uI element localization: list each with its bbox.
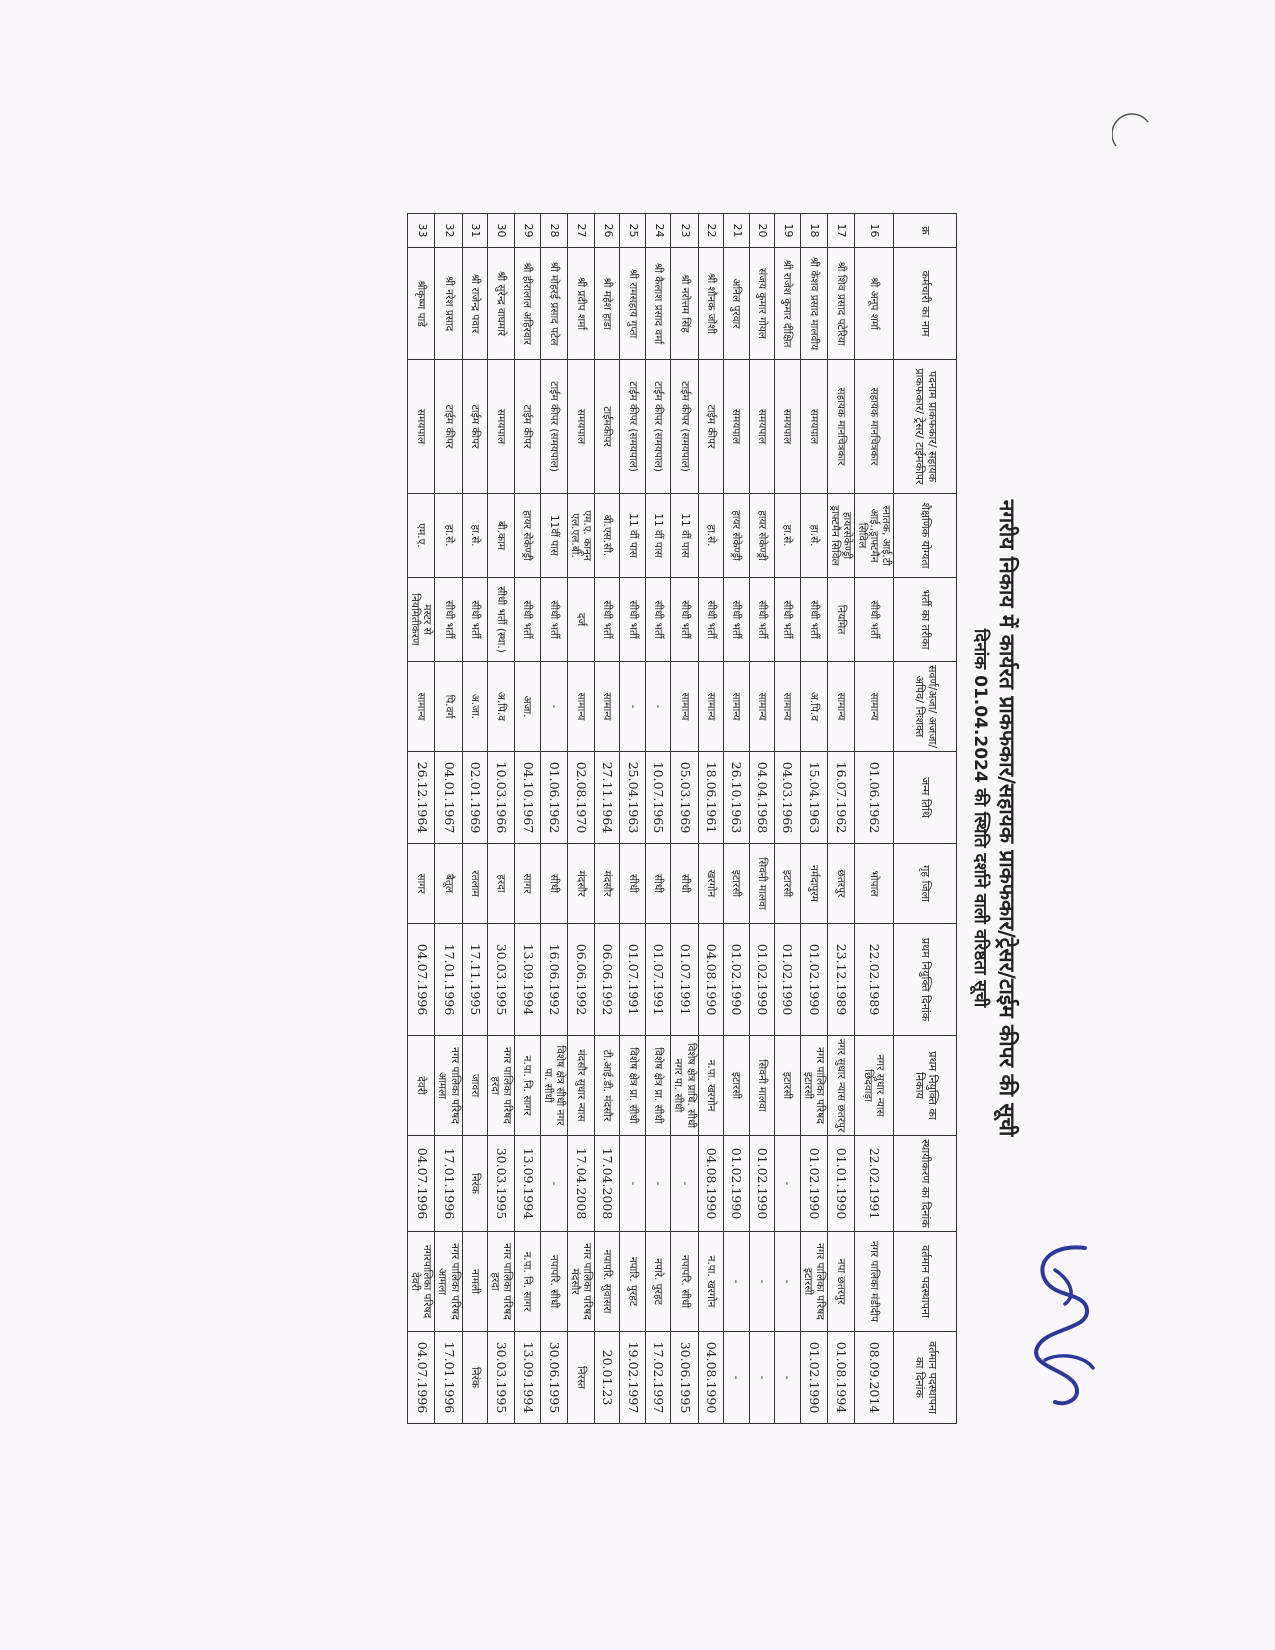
table-cell: 20.01.23 xyxy=(594,1332,620,1424)
table-cell: सामान्य xyxy=(827,662,854,752)
table-cell: छतरपुर xyxy=(827,844,854,924)
table-cell: विशेष क्षेत्र सीधी नगर पा. सीधी xyxy=(540,1036,567,1136)
table-cell: 26.12.1964 xyxy=(408,752,435,844)
table-cell: विशेष क्षेत्र प्रा. सीधी xyxy=(645,1036,671,1136)
table-cell: 01.02.1990 xyxy=(775,924,801,1036)
table-cell: दर्ज xyxy=(567,578,594,662)
table-cell: नगर सुधार न्यास छिंदवाड़ा xyxy=(854,1036,893,1136)
table-cell: 01.02.1990 xyxy=(749,1136,775,1232)
table-cell: 04.07.1996 xyxy=(408,1332,435,1424)
table-cell: 19 xyxy=(775,214,801,248)
table-cell: 17.02.1997 xyxy=(645,1332,671,1424)
table-cell: 10.03.1966 xyxy=(488,752,515,844)
title-line-1: नगरीय निकाय में कार्यरत प्राकफकार/सहायक प्राकफकार/ट्रेसर/टाईम कीपर की सूची xyxy=(995,499,1019,1137)
table-cell: रतलाम xyxy=(462,844,488,924)
table-row xyxy=(435,214,462,1424)
table-cell: श्री हीरालाल अहिरवार xyxy=(515,248,541,360)
table-cell: हा.से. xyxy=(800,494,827,578)
table-cell: 30.06.1995 xyxy=(540,1332,567,1424)
table-cell: टाईम कीपर (समयपाल) xyxy=(671,360,698,494)
table-cell: मस्टर से नियमितीकरण xyxy=(408,578,435,662)
table-cell: न.पा. नि. सागर xyxy=(515,1036,541,1136)
table-cell: सामान्य xyxy=(594,662,620,752)
table-cell: टाईमकीपर xyxy=(594,360,620,494)
table-cell: 04.10.1967 xyxy=(515,752,541,844)
table-cell: अजा. xyxy=(515,662,541,752)
column-header: स्थायीकरण का दिनांक xyxy=(894,1136,957,1232)
table-cell: 27.11.1964 xyxy=(594,752,620,844)
table-cell: 04.08.1990 xyxy=(698,924,724,1036)
table-cell: समयपाल xyxy=(724,360,750,494)
table-cell: - xyxy=(775,1332,801,1424)
table-cell: सामान्य xyxy=(408,662,435,752)
table-cell: श्री नरेश प्रसाद xyxy=(435,248,462,360)
table-cell: हा.से. xyxy=(698,494,724,578)
table-cell: 06.06.1992 xyxy=(594,924,620,1036)
table-row xyxy=(698,214,724,1424)
table-cell: हायर सेकेण्ड्री xyxy=(749,494,775,578)
table-cell: 30.03.1995 xyxy=(488,1332,515,1424)
table-cell: भोपाल xyxy=(854,844,893,924)
table-cell: 04.01.1967 xyxy=(435,752,462,844)
table-cell: 04.04.1968 xyxy=(749,752,775,844)
table-cell: 17.11.1995 xyxy=(462,924,488,1036)
table-cell: अ.जा. xyxy=(462,662,488,752)
table-cell: 01.07.1991 xyxy=(620,924,646,1036)
table-cell: श्री शौनक जोशी xyxy=(698,248,724,360)
table-cell: 01.07.1991 xyxy=(645,924,671,1036)
table-row xyxy=(775,214,801,1424)
table-cell: खरगोन xyxy=(698,844,724,924)
table-cell: नर्मदापुरम xyxy=(800,844,827,924)
table-cell: हा.से. xyxy=(775,494,801,578)
table-cell: सीधी xyxy=(540,844,567,924)
table-cell: सीधी भर्ती xyxy=(645,578,671,662)
punch-hole-mark xyxy=(1112,112,1152,152)
table-cell: न.पा. नि. सागर xyxy=(515,1232,541,1332)
table-cell: सामान्य xyxy=(724,662,750,752)
table-cell: नपा छतरपुर xyxy=(827,1232,854,1332)
table-cell: श्री राजेश कुमार दीक्षित xyxy=(775,248,801,360)
table-cell: नगरपालिका परिषद देवरी xyxy=(408,1232,435,1332)
table-cell: 13.09.1994 xyxy=(515,1332,541,1424)
table-cell: जावरा xyxy=(462,1036,488,1136)
table-row xyxy=(594,214,620,1424)
table-row xyxy=(800,214,827,1424)
column-header: पदनाम प्राकफकार/ सहायक प्राकफकार/ ट्रेसर/ टाईमकीपर xyxy=(894,360,957,494)
table-cell: विशेष क्षेत्र प्रा. सीधी xyxy=(620,1036,646,1136)
table-cell: सीधी भर्ती xyxy=(462,578,488,662)
table-cell: श्री नरोत्तम सिंह xyxy=(671,248,698,360)
table-cell: श्री शिव प्रसाद पटेरिया xyxy=(827,248,854,360)
table-cell: 17.01.1996 xyxy=(435,1332,462,1424)
table-row xyxy=(540,214,567,1424)
table-cell: 26 xyxy=(594,214,620,248)
table-cell: 32 xyxy=(435,214,462,248)
table-cell: इटारसी xyxy=(775,844,801,924)
table-cell: हा.से. xyxy=(462,494,488,578)
table-cell: 16.06.1992 xyxy=(540,924,567,1036)
table-cell: नियमित xyxy=(827,578,854,662)
table-cell: बी.एस.सी. xyxy=(594,494,620,578)
table-cell: न.पा. खरगोन xyxy=(698,1036,724,1136)
table-cell: 16.07.1962 xyxy=(827,752,854,844)
table-cell: 02.01.1969 xyxy=(462,752,488,844)
table-cell: अनिल पुरवार xyxy=(724,248,750,360)
table-cell: नपापरि. सीधी xyxy=(540,1232,567,1332)
table-cell: सीधी भर्ती xyxy=(594,578,620,662)
table-cell: टाईम कीपर xyxy=(435,360,462,494)
table-cell: 01.06.1962 xyxy=(540,752,567,844)
table-cell: श्री प्रदीप शर्मा xyxy=(567,248,594,360)
table-cell: - xyxy=(645,1136,671,1232)
table-cell: सीधी xyxy=(620,844,646,924)
table-cell: सीधी भर्ती xyxy=(698,578,724,662)
table-cell: पि.वर्ग xyxy=(435,662,462,752)
table-cell: टाईम कीपर xyxy=(698,360,724,494)
table-cell: 01.06.1962 xyxy=(854,752,893,844)
table-row xyxy=(671,214,698,1424)
table-cell: श्रीकृष्ण पाडे xyxy=(408,248,435,360)
table-cell: सामान्य xyxy=(671,662,698,752)
table-cell: 17.04.2008 xyxy=(594,1136,620,1232)
table-cell: नामली xyxy=(462,1232,488,1332)
table-cell: सीधी xyxy=(671,844,698,924)
table-cell: मंदसौर xyxy=(594,844,620,924)
table-cell: सामान्य xyxy=(775,662,801,752)
table-cell: 21 xyxy=(724,214,750,248)
table-cell: श्री महेश हाडा xyxy=(594,248,620,360)
column-header: प्रथम नियुक्ति का निकाय xyxy=(894,1036,957,1136)
table-cell: 16 xyxy=(854,214,893,248)
table-cell: सहायक मानचित्रकार xyxy=(854,360,893,494)
table-cell: स्नातक, आई.टी आई.,ड्राफ्टमैन सिविल xyxy=(854,494,893,578)
employee-table xyxy=(407,213,957,1424)
table-cell: 01.02.1990 xyxy=(724,924,750,1036)
table-cell: श्री मोहरई प्रसाद पटेल xyxy=(540,248,567,360)
table-cell: सामान्य xyxy=(749,662,775,752)
column-header: शैक्षणिक योग्यता xyxy=(894,494,957,578)
table-row xyxy=(645,214,671,1424)
table-row xyxy=(854,214,893,1424)
table-cell: 30.03.1995 xyxy=(488,1136,515,1232)
table-cell: सागर xyxy=(515,844,541,924)
table-cell: - xyxy=(749,1232,775,1332)
table-cell: 13.09.1994 xyxy=(515,1136,541,1232)
table-cell: एम.ए. कानून एल.एल.बी. xyxy=(567,494,594,578)
table-cell: 30 xyxy=(488,214,515,248)
table-cell: सामान्य xyxy=(854,662,893,752)
table-cell: 25.04.1963 xyxy=(620,752,646,844)
table-cell: मंदसौर सुधार न्यास xyxy=(567,1036,594,1136)
table-cell: विशेष क्षेत्र प्राधि. सीधी नगर पा. सीधी xyxy=(671,1036,698,1136)
column-header: क्र xyxy=(894,214,957,248)
table-cell: 06.06.1992 xyxy=(567,924,594,1036)
table-cell: श्री केशव प्रसाद मालवीय xyxy=(800,248,827,360)
table-cell: समयपाल xyxy=(488,360,515,494)
table-cell: नगर पालिका परिषद हरदा xyxy=(488,1232,515,1332)
table-cell: 02.08.1970 xyxy=(567,752,594,844)
table-cell: 28 xyxy=(540,214,567,248)
table-cell: 25 xyxy=(620,214,646,248)
table-cell: 17 xyxy=(827,214,854,248)
table-cell: टाईम कीपर (समयपाल) xyxy=(620,360,646,494)
table-cell: 11 वीं पास xyxy=(671,494,698,578)
table-cell: - xyxy=(620,1136,646,1232)
table-cell: 05.03.1969 xyxy=(671,752,698,844)
table-cell: 30.06.1995 xyxy=(671,1332,698,1424)
table-cell: सीधी भर्ती xyxy=(800,578,827,662)
table-cell: - xyxy=(671,1136,698,1232)
table-cell: 01.02.1990 xyxy=(800,1332,827,1424)
table-cell: 17.01.1996 xyxy=(435,1136,462,1232)
handwritten-signature xyxy=(1015,1240,1110,1410)
table-cell: 04.07.1996 xyxy=(408,1136,435,1232)
table-cell: नगर पालिका परिषद हरदा xyxy=(488,1036,515,1136)
table-cell: देवरी xyxy=(408,1036,435,1136)
table-cell: नपारे. पुरहट xyxy=(645,1232,671,1332)
column-header: प्रथम नियुक्ति दिनांक xyxy=(894,924,957,1036)
table-cell: नपारि. पुरहट xyxy=(620,1232,646,1332)
table-cell: 31 xyxy=(462,214,488,248)
table-cell: निरंक xyxy=(462,1136,488,1232)
column-header: भर्ती का तरीका xyxy=(894,578,957,662)
table-body xyxy=(408,214,894,1424)
table-cell: अ.पि.व xyxy=(800,662,827,752)
table-cell: 18.06.1961 xyxy=(698,752,724,844)
table-cell: 13.09.1994 xyxy=(515,924,541,1036)
table-cell: निरंक xyxy=(462,1332,488,1424)
column-header: जन्म तिथि xyxy=(894,752,957,844)
table-cell: सीधी भर्ती xyxy=(775,578,801,662)
table-cell: बी.काम xyxy=(488,494,515,578)
table-cell: सीधी xyxy=(645,844,671,924)
table-cell: निरस्त xyxy=(567,1332,594,1424)
table-cell: नगर पालिका मंडीदीप xyxy=(854,1232,893,1332)
table-cell: 27 xyxy=(567,214,594,248)
table-header-row xyxy=(894,214,957,1424)
table-cell: सिवनी मालवा xyxy=(749,844,775,924)
table-cell: 26.10.1963 xyxy=(724,752,750,844)
table-cell: हायर सेकेण्ड्री xyxy=(724,494,750,578)
seniority-list-page xyxy=(130,213,1025,1423)
table-cell: 22 xyxy=(698,214,724,248)
table-row xyxy=(408,214,435,1424)
table-cell: सीधी भर्ती xyxy=(620,578,646,662)
table-cell: 04.07.1996 xyxy=(408,924,435,1036)
table-cell: हायरसेकेण्ड्री ड्राफ्टमैन सिविल xyxy=(827,494,854,578)
table-cell: टी.आई.डी. मंदसौर xyxy=(594,1036,620,1136)
table-cell: 01.02.1990 xyxy=(749,924,775,1036)
table-cell: नपापरि. सीधी xyxy=(671,1232,698,1332)
table-cell: नगर पालिका परिषद आमला xyxy=(435,1232,462,1332)
column-header: गृह जिला xyxy=(894,844,957,924)
table-cell: 20 xyxy=(749,214,775,248)
table-cell: एम.ए. xyxy=(408,494,435,578)
table-cell: नपापरि. सुवासरा xyxy=(594,1232,620,1332)
table-cell: सीधी भर्ती xyxy=(854,578,893,662)
table-cell: इटारसी xyxy=(775,1036,801,1136)
table-cell: 11 वीं पास xyxy=(645,494,671,578)
table-cell: 17.04.2008 xyxy=(567,1136,594,1232)
table-cell: सीधी भर्ती xyxy=(671,578,698,662)
column-header: सवर्ण/अजा/ अजजा/अपिव/ निःशक्त xyxy=(894,662,957,752)
table-cell: सीधी भर्ती xyxy=(724,578,750,662)
table-cell: टाईम कीपर (समयपाल) xyxy=(540,360,567,494)
table-cell: हा.से. xyxy=(435,494,462,578)
table-cell: 01.02.1990 xyxy=(724,1136,750,1232)
column-header: वर्तमान पदस्थापना का दिनांक xyxy=(894,1332,957,1424)
table-row xyxy=(724,214,750,1424)
table-cell: इटारसी xyxy=(724,844,750,924)
table-cell: 22.02.1991 xyxy=(854,1136,893,1232)
table-row xyxy=(827,214,854,1424)
table-cell: समयपाल xyxy=(567,360,594,494)
table-cell: सिवनी मालवा xyxy=(749,1036,775,1136)
column-header: कर्मचारी का नाम xyxy=(894,248,957,360)
table-cell: नगर सुधार न्यास छतरपुर xyxy=(827,1036,854,1136)
table-cell: श्री सुरेन्द्र वाघमारे xyxy=(488,248,515,360)
table-cell: समयपाल xyxy=(775,360,801,494)
table-cell: समयपाल xyxy=(408,360,435,494)
table-cell: समयपाल xyxy=(749,360,775,494)
table-cell: अ.पि.व xyxy=(488,662,515,752)
table-cell: 18 xyxy=(800,214,827,248)
table-row xyxy=(488,214,515,1424)
table-cell: न.पा. खरगोन xyxy=(698,1232,724,1332)
table-cell: 15.04.1963 xyxy=(800,752,827,844)
table-cell: 24 xyxy=(645,214,671,248)
table-cell: सीधी भर्ती xyxy=(540,578,567,662)
table-cell: - xyxy=(775,1232,801,1332)
table-cell: - xyxy=(724,1232,750,1332)
table-cell: 30.03.1995 xyxy=(488,924,515,1036)
table-cell: सामान्य xyxy=(567,662,594,752)
table-cell: मंदसौर xyxy=(567,844,594,924)
table-cell: सीधी भर्ती (स्था.) xyxy=(488,578,515,662)
table-cell: टाईम कीपर xyxy=(462,360,488,494)
table-cell: 04.08.1990 xyxy=(698,1136,724,1232)
table-cell: श्री कैलाश प्रसाद वर्मा xyxy=(645,248,671,360)
table-cell: 11वीं पास xyxy=(540,494,567,578)
table-cell: - xyxy=(775,1136,801,1232)
table-cell: हरदा xyxy=(488,844,515,924)
table-cell: - xyxy=(620,662,646,752)
table-row xyxy=(462,214,488,1424)
table-cell: 11 वीं पास xyxy=(620,494,646,578)
table-cell: नगर पालिका परिषद आमला xyxy=(435,1036,462,1136)
table-cell: 33 xyxy=(408,214,435,248)
table-cell: 17.01.1996 xyxy=(435,924,462,1036)
table-cell: सामान्य xyxy=(698,662,724,752)
table-cell: - xyxy=(540,1136,567,1232)
table-cell: 10.07.1965 xyxy=(645,752,671,844)
table-cell: टाईम कीपर (समयपाल) xyxy=(645,360,671,494)
table-cell: 01.07.1991 xyxy=(671,924,698,1036)
table-cell: 23 xyxy=(671,214,698,248)
table-cell: श्री अनूप शर्मा xyxy=(854,248,893,360)
table-cell: श्री रामसहाय गुप्ता xyxy=(620,248,646,360)
table-cell: इटारसी xyxy=(724,1036,750,1136)
table-cell: 04.03.1966 xyxy=(775,752,801,844)
table-cell: 29 xyxy=(515,214,541,248)
table-cell: 19.02.1997 xyxy=(620,1332,646,1424)
table-cell: 04.08.1990 xyxy=(698,1332,724,1424)
table-cell: सागर xyxy=(408,844,435,924)
table-cell: 01.01.1990 xyxy=(827,1136,854,1232)
table-cell: सीधी भर्ती xyxy=(749,578,775,662)
table-row xyxy=(515,214,541,1424)
table-cell: 01.08.1994 xyxy=(827,1332,854,1424)
table-cell: सीधी भर्ती xyxy=(435,578,462,662)
table-cell: 22.02.1989 xyxy=(854,924,893,1036)
table-cell: हायर सेकेण्ड्री xyxy=(515,494,541,578)
table-cell: नगर पालिका परिषद मंदसौर xyxy=(567,1232,594,1332)
table-row xyxy=(620,214,646,1424)
table-cell: टाईम कीपर xyxy=(515,360,541,494)
table-cell: - xyxy=(724,1332,750,1424)
table-cell: - xyxy=(540,662,567,752)
table-cell: - xyxy=(749,1332,775,1424)
table-cell: बैतूल xyxy=(435,844,462,924)
table-cell: 01.02.1990 xyxy=(800,1136,827,1232)
table-row xyxy=(749,214,775,1424)
table-cell: 08.09.2014 xyxy=(854,1332,893,1424)
table-cell: संजय कुमार गोयल xyxy=(749,248,775,360)
title-line-2: दिनांक 01.04.2024 की स्थिति दर्शाने वाली वरिष्ठता सूची xyxy=(970,628,990,1008)
table-cell: श्री राजेन्द्र पवार xyxy=(462,248,488,360)
table-cell: नगर पालिका परिषद इटारसी xyxy=(800,1036,827,1136)
table-cell: समयपाल xyxy=(800,360,827,494)
table-cell: 01.02.1990 xyxy=(800,924,827,1036)
table-row xyxy=(567,214,594,1424)
column-header: वर्तमान पदस्थापना xyxy=(894,1232,957,1332)
table-cell: 23.12.1989 xyxy=(827,924,854,1036)
table-cell: - xyxy=(645,662,671,752)
table-cell: सीधी भर्ती xyxy=(515,578,541,662)
table-cell: नगर पालिका परिषद इटारसी xyxy=(800,1232,827,1332)
table-cell: सहायक मानचित्रकार xyxy=(827,360,854,494)
